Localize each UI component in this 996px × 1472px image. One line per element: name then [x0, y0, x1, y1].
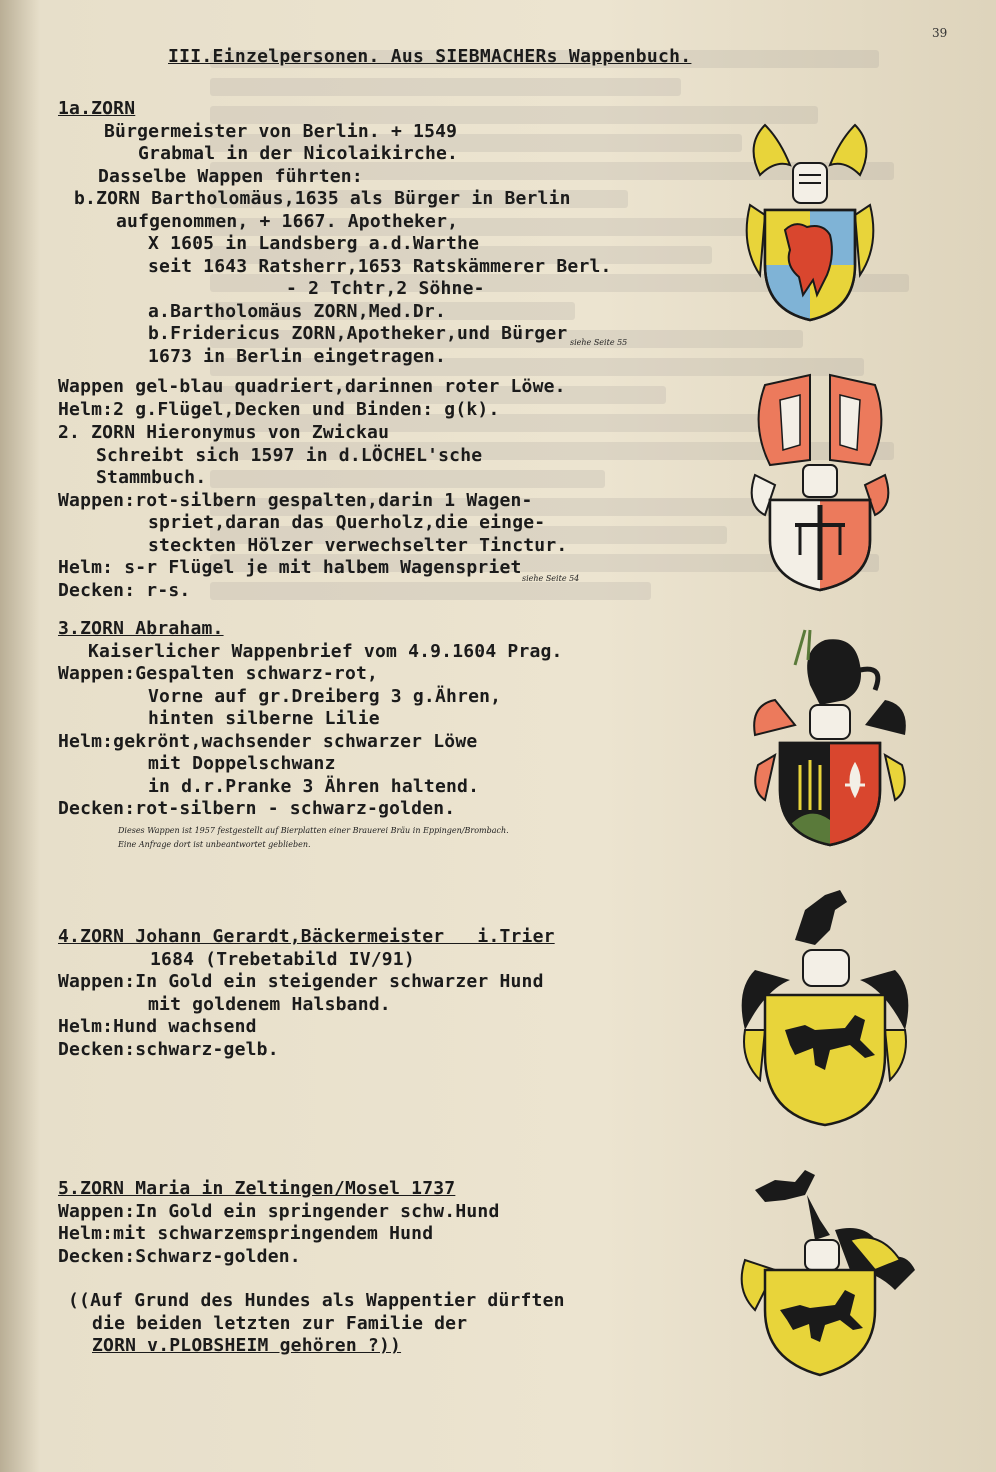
entry-line: b.ZORN Bartholomäus,1635 als Bürger in Berlin: [74, 188, 571, 209]
entry-heading: 1a.ZORN: [58, 98, 136, 119]
entry-line: Helm:2 g.Flügel,Decken und Binden: g(k).: [58, 398, 500, 420]
entry-line: a.Bartholomäus ZORN,Med.Dr.: [148, 300, 446, 322]
entry-4: [58, 926, 555, 1061]
entry-3: [58, 618, 563, 821]
entry-line: hinten silberne Lilie: [148, 708, 380, 729]
entry-line: Decken:schwarz-gelb.: [58, 1038, 279, 1060]
entry-5: [58, 1178, 499, 1268]
entry-line: Grabmal in der Nicolaikirche.: [138, 143, 459, 164]
entry-line: Decken: r-s.: [58, 579, 191, 601]
entry-line: Decken:Schwarz-golden.: [58, 1245, 301, 1267]
entry-line: b.Fridericus ZORN,Apotheker,und Bürger: [148, 323, 568, 344]
entry-line: Wappen:In Gold ein springender schw.Hund: [58, 1200, 500, 1222]
entry-line: Wappen:In Gold ein steigender schwarzer Hund: [58, 971, 544, 992]
handwritten-note: Dieses Wappen ist 1957 festgestellt auf Bierplatten einer Brauerei Bräu in Eppingen/Brombach.: [118, 826, 509, 835]
entry-line: - 2 Tchtr,2 Söhne-: [286, 278, 485, 299]
entry-line: seit 1643 Ratsherr,1653 Ratskämmerer Berl.: [148, 255, 612, 277]
entry-line: Wappen:Gespalten schwarz-rot,: [58, 663, 379, 684]
handwritten-note: siehe Seite 54: [522, 574, 580, 583]
entry-2: [58, 422, 567, 602]
entry-line: Decken:rot-silbern - schwarz-golden.: [58, 798, 456, 819]
entry-line: 1673 in Berlin eingetragen.: [148, 345, 446, 367]
remark-line: ((Auf Grund des Hundes als Wappentier dürften: [68, 1290, 565, 1311]
entry-heading: 5.ZORN Maria in Zeltingen/Mosel 1737: [58, 1178, 456, 1199]
entry-line: X 1605 in Landsberg a.d.Warthe: [148, 233, 480, 254]
entry-line: Stammbuch.: [96, 467, 207, 488]
entry-line: Dasselbe Wappen führten:: [98, 165, 363, 187]
coat-of-arms-dog-gold: [735, 880, 915, 1130]
coat-of-arms-dog-springing: [735, 1160, 925, 1385]
entry-line: spriet,daran das Querholz,die einge-: [148, 512, 546, 533]
entry-line: Helm:Hund wachsend: [58, 1016, 257, 1037]
entry-line: Vorne auf gr.Dreiberg 3 g.Ähren,: [148, 685, 502, 707]
closing-remark: [68, 1290, 565, 1358]
entry-line: Kaiserlicher Wappenbrief vom 4.9.1604 Prag.: [88, 640, 563, 662]
entry-line: aufgenommen, + 1667. Apotheker,: [116, 210, 459, 232]
entry-line: mit goldenem Halsband.: [148, 993, 391, 1015]
entry-line: mit Doppelschwanz: [148, 753, 336, 774]
entry-line: Wappen:rot-silbern gespalten,darin 1 Wagen-: [58, 489, 533, 511]
handwritten-note: Eine Anfrage dort ist unbeantwortet geblieben.: [118, 840, 311, 849]
remark-line: die beiden letzten zur Familie der: [92, 1312, 468, 1334]
coat-of-arms-lion: [735, 105, 885, 330]
remark-line: ZORN v.PLOBSHEIM gehören ?)): [92, 1335, 402, 1356]
page-title: III.Einzelpersonen. Aus SIEBMACHERs Wappenbuch.: [168, 46, 692, 67]
entry-heading: 2. ZORN Hieronymus von Zwickau: [58, 422, 390, 443]
entry-line: in d.r.Pranke 3 Ähren haltend.: [148, 775, 480, 797]
entry-line: Wappen gel-blau quadriert,darinnen roter Löwe.: [58, 376, 566, 397]
entry-1: [58, 98, 612, 421]
entry-heading: 4.ZORN Johann Gerardt,Bäckermeister i.Trier: [58, 926, 555, 947]
entry-line: 1684 (Trebetabild IV/91): [150, 948, 415, 970]
entry-line: Helm: s-r Flügel je mit halbem Wagenspriet: [58, 557, 522, 578]
entry-heading: 3.ZORN Abraham.: [58, 618, 224, 639]
entry-line: Schreibt sich 1597 in d.LÖCHEL'sche: [96, 444, 483, 466]
coat-of-arms-wagon: [745, 365, 895, 595]
entry-line: Bürgermeister von Berlin. + 1549: [104, 120, 458, 142]
entry-line: steckten Hölzer verwechselter Tinctur.: [148, 534, 568, 556]
page-number: 39: [932, 26, 948, 40]
entry-line: Helm:mit schwarzemspringendem Hund: [58, 1223, 434, 1244]
handwritten-note: siehe Seite 55: [570, 338, 628, 347]
coat-of-arms-black-lion: [750, 625, 910, 850]
entry-line: Helm:gekrönt,wachsender schwarzer Löwe: [58, 730, 478, 752]
